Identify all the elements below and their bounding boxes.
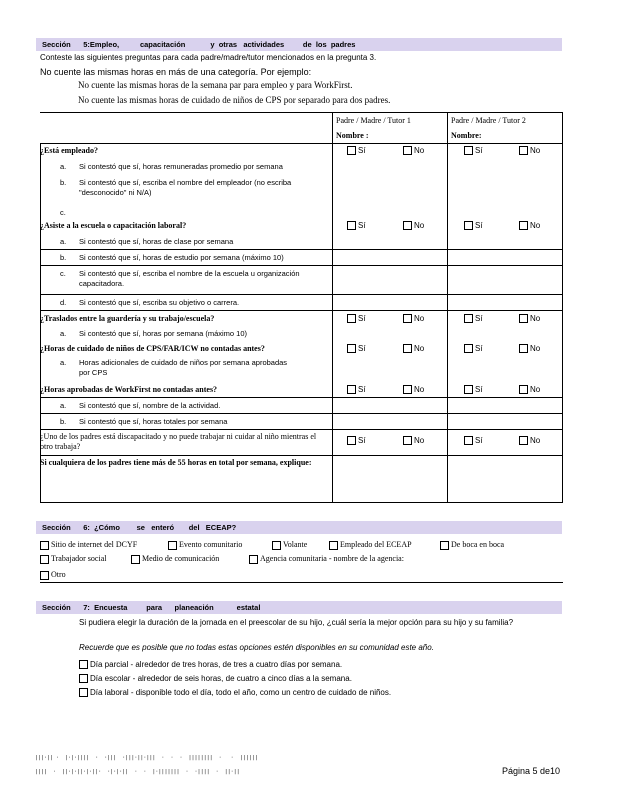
row-divider	[40, 310, 563, 311]
row-divider	[40, 249, 563, 250]
cps-hours: Horas adicionales de cuidado de niños por semana aprobadas por CPS	[79, 358, 288, 377]
checkbox-icon[interactable]	[403, 385, 412, 394]
section5-intro: Conteste las siguientes preguntas para cada padre/madre/tutor mencionados en la pregunta 3.	[40, 53, 377, 62]
table-top-border	[40, 112, 563, 113]
activity-name: Si contestó que sí, nombre de la actividad.	[79, 401, 221, 410]
explain-field-p1[interactable]	[333, 456, 447, 501]
question-workfirst: ¿Horas aprobadas de WorkFirst no contadas antes?	[40, 385, 218, 394]
commute-no-p2[interactable]: No	[519, 314, 540, 324]
checkbox-icon[interactable]	[519, 436, 528, 445]
checkbox-icon[interactable]	[329, 541, 338, 550]
checkbox-icon[interactable]	[347, 436, 356, 445]
workfirst-yes-p1[interactable]: Sí	[347, 385, 366, 395]
cps-yes-p1[interactable]: Sí	[347, 344, 366, 354]
checkbox-icon[interactable]	[403, 436, 412, 445]
school-name: Si contestó que sí, escriba el nombre de la escuela u organización capacitadora.	[79, 269, 300, 288]
disability-no-p1[interactable]: No	[403, 436, 424, 446]
workfirst-total-hours: Si contestó que sí, horas totales por semana	[79, 417, 228, 426]
employed-no-p1[interactable]: No	[403, 146, 424, 156]
checkbox-icon[interactable]	[464, 221, 473, 230]
item-letter: a.	[60, 329, 67, 338]
checkbox-icon[interactable]	[40, 555, 49, 564]
disability-no-p2[interactable]: No	[519, 436, 540, 446]
school-yes-p1[interactable]: Sí	[347, 221, 366, 231]
school-no-p2[interactable]: No	[519, 221, 540, 231]
question-disability: ¿Uno de los padres está discapacitado y no puede trabajar ni cuidar al niño mientras el otro trabaja?	[40, 432, 317, 451]
option-other[interactable]: Otro	[40, 570, 66, 580]
option-community-agency[interactable]: Agencia comunitaria - nombre de la agencia:	[249, 554, 404, 564]
row-divider	[40, 413, 563, 414]
page-number: Página 5 de10	[502, 766, 561, 776]
row-divider	[40, 143, 563, 144]
item-letter: a.	[60, 162, 67, 171]
checkbox-icon[interactable]	[131, 555, 140, 564]
employer-name: Si contestó que sí, escriba el nombre del empleador (no escriba "desconocido" ni N/A)	[79, 178, 292, 197]
section7-header: Sección 7: Encuesta para planeación estatal	[36, 601, 562, 614]
workfirst-yes-p2[interactable]: Sí	[464, 385, 483, 395]
bullet-1: No cuente las mismas horas de la semana par para empleo y para WorkFirst.	[78, 80, 353, 90]
survey-question: Si pudiera elegir la duración de la jornada en el preescolar de su hijo, ¿cuál sería la mejor opción para su hijo y su familia?	[79, 618, 514, 627]
column-header-parent2: Padre / Madre / Tutor 2	[451, 116, 526, 125]
item-letter: c.	[60, 269, 66, 278]
cps-no-p1[interactable]: No	[403, 344, 424, 354]
commute-no-p1[interactable]: No	[403, 314, 424, 324]
availability-note: Recuerde que es posible que no todas estas opciones estén disponibles en su comunidad este año.	[79, 643, 434, 652]
option-word-of-mouth[interactable]: De boca en boca	[440, 540, 504, 550]
checkbox-icon[interactable]	[519, 314, 528, 323]
checkbox-icon[interactable]	[347, 146, 356, 155]
checkbox-icon[interactable]	[249, 555, 258, 564]
table-bottom-border	[40, 502, 563, 503]
checkbox-icon[interactable]	[440, 541, 449, 550]
row-divider	[40, 397, 563, 398]
checkbox-icon[interactable]	[464, 385, 473, 394]
checkbox-icon[interactable]	[519, 385, 528, 394]
checkbox-icon[interactable]	[519, 221, 528, 230]
row-divider	[40, 294, 563, 295]
item-letter: b.	[60, 253, 67, 262]
section5-no-count-note: No cuente las mismas horas en más de una categoría. Por ejemplo:	[40, 67, 312, 77]
class-hours: Si contestó que sí, horas de clase por semana	[79, 237, 234, 246]
checkbox-icon[interactable]	[79, 688, 88, 697]
checkbox-icon[interactable]	[519, 146, 528, 155]
name-label-parent1: Nombre :	[336, 131, 369, 140]
question-cps: ¿Horas de cuidado de niños de CPS/FAR/ICW no contadas antes?	[40, 344, 265, 353]
item-letter: a.	[60, 237, 67, 246]
checkbox-icon[interactable]	[79, 674, 88, 683]
option-media[interactable]: Medio de comunicación	[131, 554, 219, 564]
commute-yes-p1[interactable]: Sí	[347, 314, 366, 324]
option-eceap-employee[interactable]: Empleado del ECEAP	[329, 540, 412, 550]
option-part-day[interactable]: Día parcial - alrededor de tres horas, de tres a cuatro días por semana.	[79, 660, 342, 670]
employed-no-p2[interactable]: No	[519, 146, 540, 156]
explain-field-p2[interactable]	[448, 456, 562, 501]
row-divider	[40, 265, 563, 266]
checkbox-icon[interactable]	[403, 146, 412, 155]
option-working-day[interactable]: Día laboral - disponible todo el día, todo el año, como un centro de cuidado de niños.	[79, 688, 391, 698]
table-right-border	[562, 112, 563, 502]
section6-header: Sección 6: ¿Cómo se enteró del ECEAP?	[36, 521, 562, 534]
school-no-p1[interactable]: No	[403, 221, 424, 231]
career-goal: Si contestó que sí, escriba su objetivo o carrera.	[79, 298, 240, 307]
item-letter: c.	[60, 208, 66, 217]
checkbox-icon[interactable]	[347, 314, 356, 323]
checkbox-icon[interactable]	[464, 344, 473, 353]
cps-no-p2[interactable]: No	[519, 344, 540, 354]
checkbox-icon[interactable]	[40, 571, 49, 580]
checkbox-icon[interactable]	[168, 541, 177, 550]
item-letter: b.	[60, 178, 67, 187]
checkbox-icon[interactable]	[272, 541, 281, 550]
checkbox-icon[interactable]	[347, 344, 356, 353]
question-employed: ¿Está empleado?	[40, 146, 98, 155]
option-dcyf-website[interactable]: Sitio de internet del DCYF	[40, 540, 137, 550]
question-school: ¿Asiste a la escuela o capacitación laboral?	[40, 221, 187, 230]
study-hours: Si contestó que sí, horas de estudio por semana (máximo 10)	[79, 253, 284, 262]
bullet-2: No cuente las mismas horas de cuidado de niños de CPS por separado para dos padres.	[78, 95, 391, 105]
option-community-event[interactable]: Evento comunitario	[168, 540, 242, 550]
item-letter: a.	[60, 401, 67, 410]
workfirst-no-p2[interactable]: No	[519, 385, 540, 395]
employed-hours: Si contestó que sí, horas remuneradas promedio por semana	[79, 162, 283, 171]
workfirst-no-p1[interactable]: No	[403, 385, 424, 395]
document-barcode: |||·|| · |·|·|||| · ·||| ·|||·||·||| · · · |||||||| · · |||||| |||| · ||·|·||·|·||· ·|·|·|| · · |·||||||| · ·|||| · ||·||	[35, 755, 258, 775]
school-yes-p2[interactable]: Sí	[464, 221, 483, 231]
table-col-divider	[447, 112, 448, 502]
cps-yes-p2[interactable]: Sí	[464, 344, 483, 354]
item-letter: b.	[60, 417, 67, 426]
checkbox-icon[interactable]	[347, 221, 356, 230]
employed-yes-p1[interactable]: Sí	[347, 146, 366, 156]
commute-hours: Si contestó que sí, horas por semana (máximo 10)	[79, 329, 247, 338]
section5-header: Sección 5:Empleo, capacitación y otras actividades de los padres	[36, 38, 562, 51]
checkbox-icon[interactable]	[464, 314, 473, 323]
disability-yes-p1[interactable]: Sí	[347, 436, 366, 446]
checkbox-icon[interactable]	[464, 436, 473, 445]
disability-yes-p2[interactable]: Sí	[464, 436, 483, 446]
option-school-day[interactable]: Día escolar - alrededor de seis horas, de cuatro a cinco días a la semana.	[79, 674, 352, 684]
checkbox-icon[interactable]	[464, 146, 473, 155]
table-col-divider	[332, 112, 333, 502]
option-social-worker[interactable]: Trabajador social	[40, 554, 106, 564]
question-commute: ¿Traslados entre la guardería y su trabajo/escuela?	[40, 314, 215, 323]
row-divider	[40, 429, 563, 430]
checkbox-icon[interactable]	[519, 344, 528, 353]
checkbox-icon[interactable]	[403, 344, 412, 353]
checkbox-icon[interactable]	[403, 221, 412, 230]
section6-bottom-rule	[40, 582, 563, 583]
item-letter: a.	[60, 358, 67, 367]
commute-yes-p2[interactable]: Sí	[464, 314, 483, 324]
checkbox-icon[interactable]	[403, 314, 412, 323]
name-label-parent2: Nombre:	[451, 131, 482, 140]
option-flyer[interactable]: Volante	[272, 540, 307, 550]
checkbox-icon[interactable]	[79, 660, 88, 669]
item-letter: d.	[60, 298, 67, 307]
column-header-parent1: Padre / Madre / Tutor 1	[336, 116, 411, 125]
employed-yes-p2[interactable]: Sí	[464, 146, 483, 156]
question-over-55-hours: Si cualquiera de los padres tiene más de 55 horas en total por semana, explique:	[40, 458, 312, 467]
checkbox-icon[interactable]	[40, 541, 49, 550]
checkbox-icon[interactable]	[347, 385, 356, 394]
